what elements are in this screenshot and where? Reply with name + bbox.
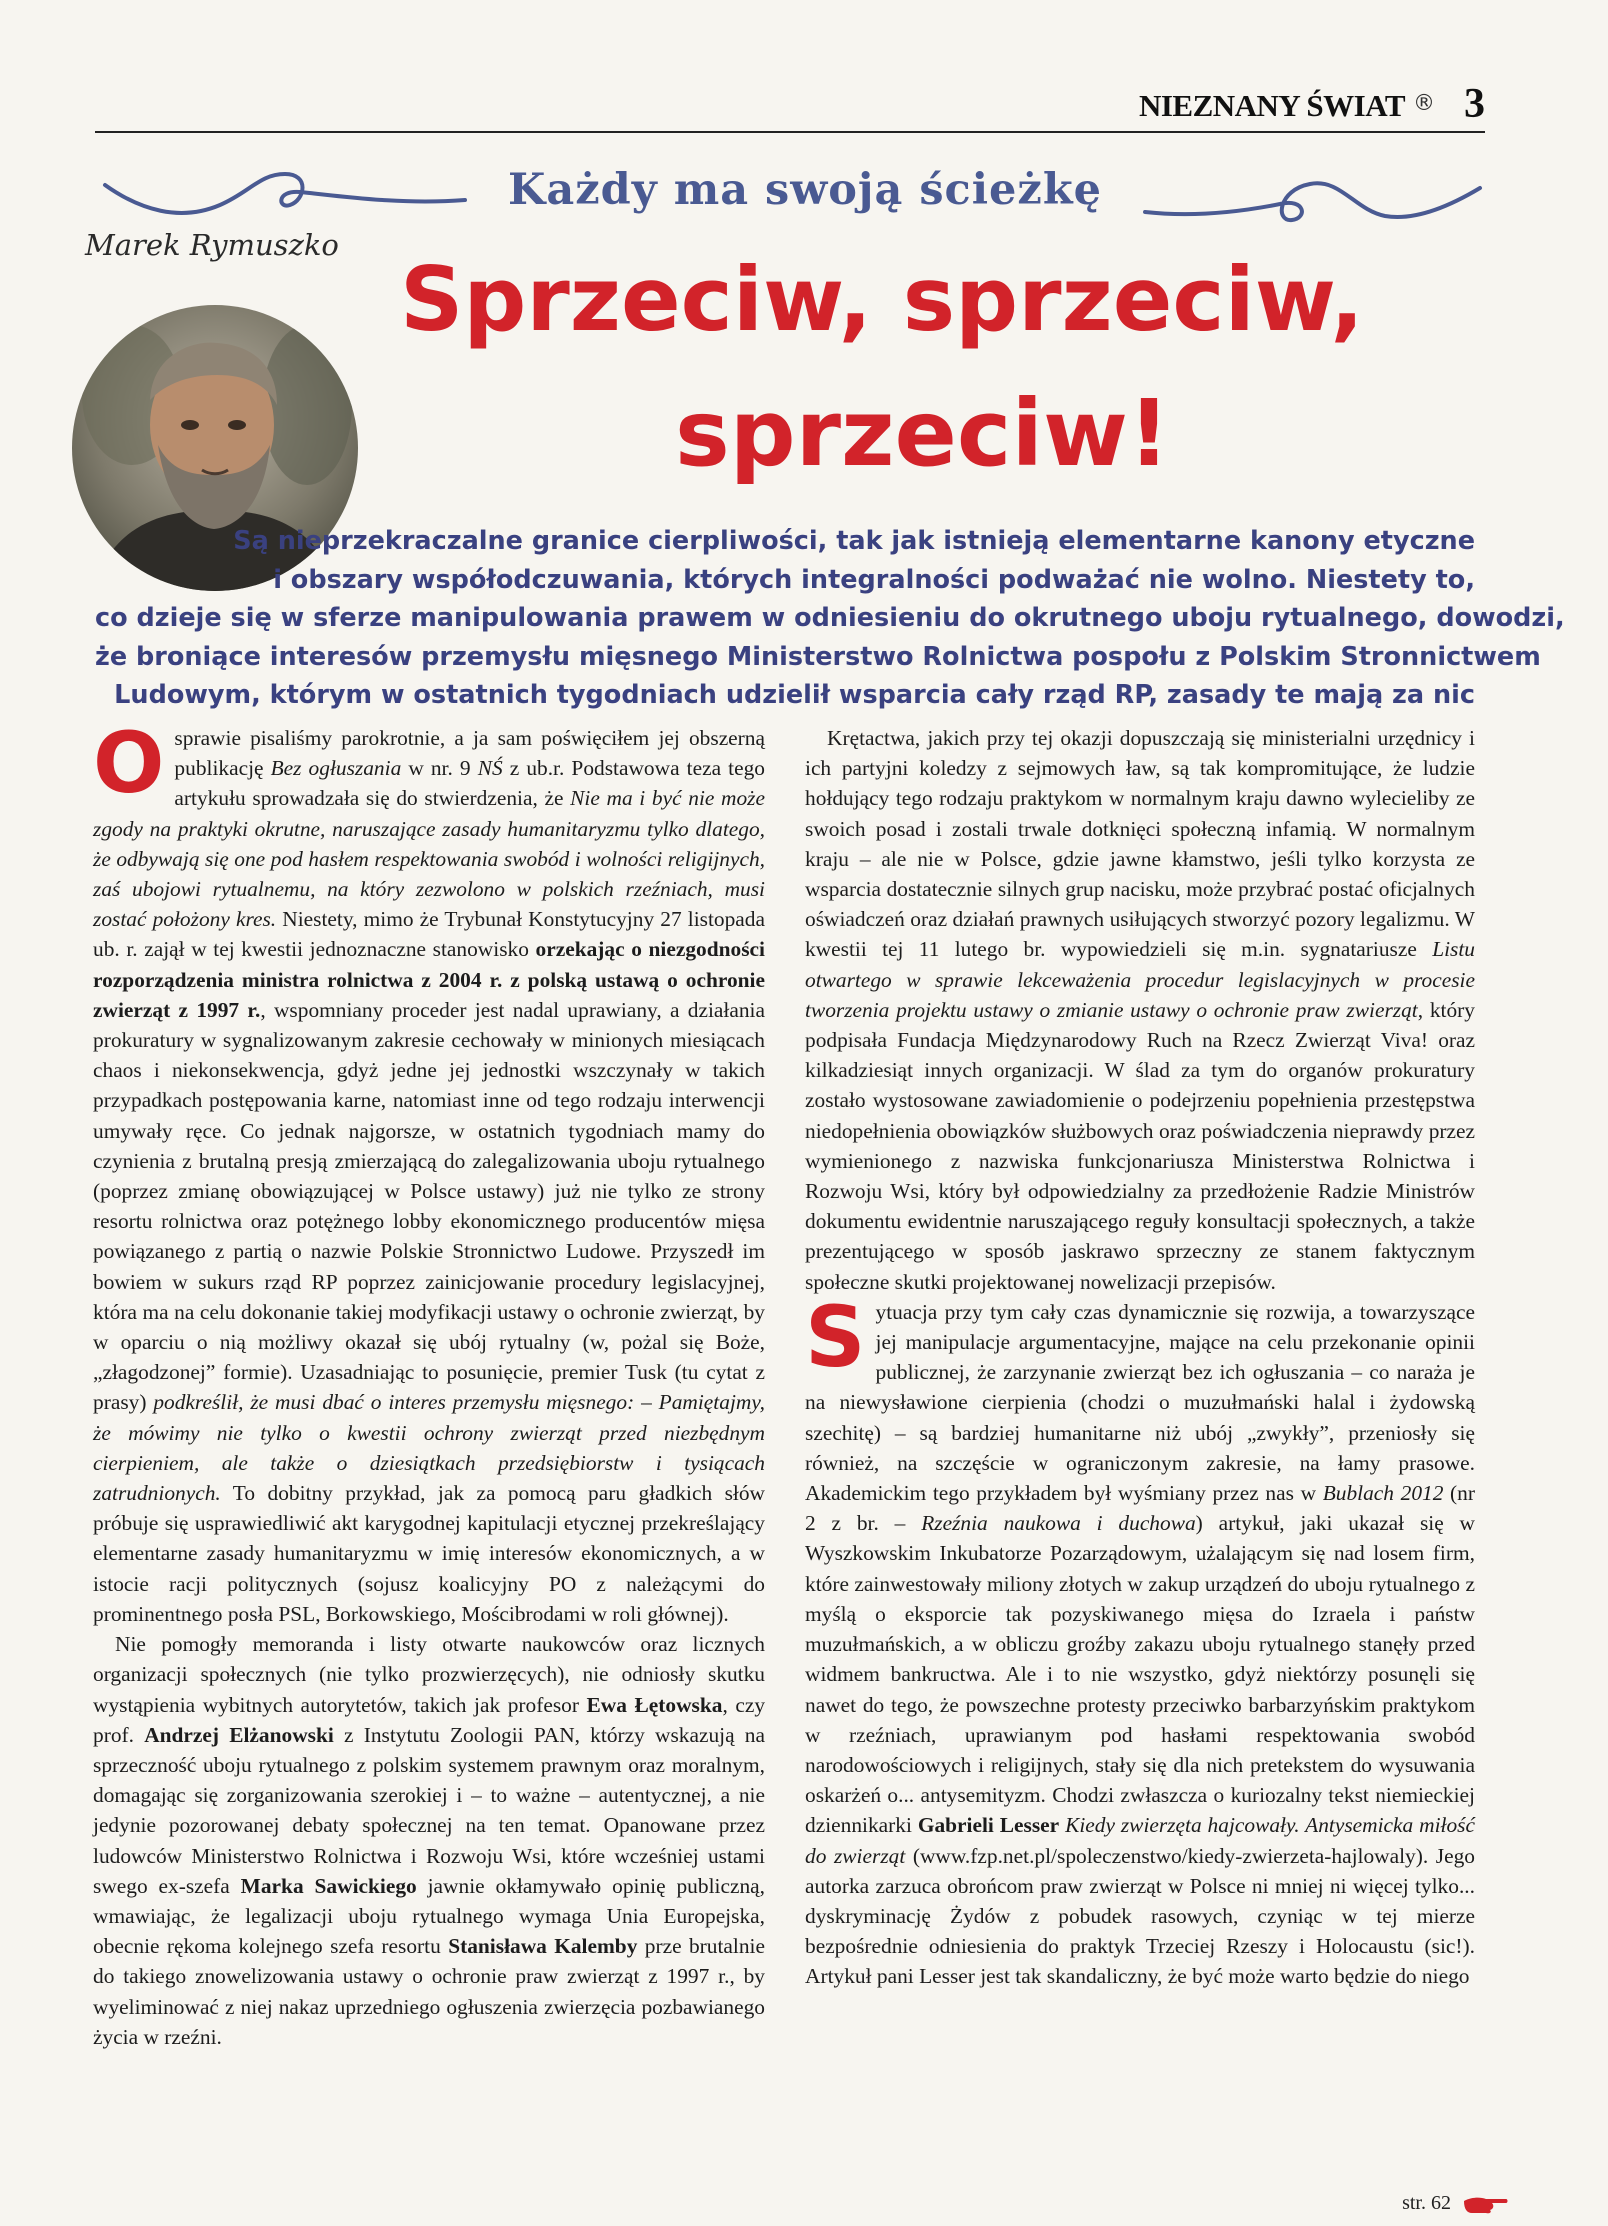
header-rule <box>95 131 1485 133</box>
body-paragraph: Krętactwa, jakich przy tej okazji dopuszczają się ministerialni urzędnicy i ich partyjni koledzy z sejmowych ław, są tak kompromitujące, że ludzie hołdujący tego rodzaju praktykom w normalnym kraju dawno wylecieliby ze swoich posad i zostali trwale dotknięci społeczną infamią. W normalnym kraju – ale nie w Polsce, gdzie jawne kłamstwo, jeśli tylko korzysta ze wsparcia dostatecznie silnych grup nacisku, może przybrać postać oficjalnych oświadczeń oraz działań prawnych usiłujących stworzyć pozory legalizmu. W kwestii tej 11 lutego br. wypowiedzieli się m.in. sygnatariusze Listu otwartego w sprawie lekceważenia procedur legislacyjnych w procesie tworzenia projektu ustawy o zmianie ustawy o ochronie praw zwierząt, który podpisała Fundacja Międzynarodowy Ruch na Rzecz Zwierząt Viva! oraz kilkadziesiąt innych organizacji. W ślad za tym do organów prokuratury zostało wystosowane zawiadomienie o podejrzeniu popełnienia przestępstwa niedopełnienia obowiązków służbowych oraz poświadczenia nieprawdy przez wymienionego z nazwiska funkcjonariusza Ministerstwa Rolnictwa i Rozwoju Wsi, który był odpowiedzialny za przedłożenie Radzie Ministrów dokumentu ewidentnie naruszającego reguły konsultacji społecznych, a także prezentującego w sposób jaskrawo sprzeczny ze stanem faktycznym społeczne skutki projektowanej nowelizacji przepisów. <box>805 726 1475 1294</box>
drop-cap: O <box>93 714 165 812</box>
body-paragraph: Sytuacja przy tym cały czas dynamicznie się rozwija, a towarzyszące jej manipulacje argumentacyjne, mające na celu przekonanie opinii publicznej, że zarzynanie zwierząt bez ich ogłuszania – co naraża je na niewysławione cierpienia (chodzi o muzułmański halal i żydowską szechitę) – są bardziej humanitarne niż ubój „zwykły”, przeniosły się również, na szczęście w ograniczonym zakresie, na łamy prasowe. Akademickim tego przykładem był wyśmiany przez nas w Bublach 2012 (nr 2 z br. – Rzeźnia naukowa i duchowa) artykuł, jaki ukazał się w Wyszkowskim Inkubatorze Pozarządowym, użalającym się nad losem firm, które zainwestowały miliony złotych w zakup urządzeń do uboju rytualnego z myślą o eksporcie tak pozyskiwanego mięsa do Izraela i państw muzułmańskich, a w obliczu groźby zakazu uboju rytualnego stanęły przed widmem bankructwa. Ale i to nie wszystko, gdyż niektórzy posunęli się nawet do tego, że powszechne protesty przeciwko barbarzyńskim praktykom w rzeźniach, uprawianym pod hasłami respektowania swobód narodowościowych i religijnych, stały się dla nich pretekstem do wysuwania oskarżeń o... antysemityzm. Chodzi zwłaszcza o kuriozalny tekst niemieckiej dziennikarki Gabrieli Lesser Kiedy zwierzęta hajcowały. Antysemicka miłość do zwierząt (www.fzp.net.pl/spoleczenstwo/kiedy-zwierzeta-hajlowaly). Jego autorka zarzuca obrońcom praw zwierząt w Polsce ni mniej ni więcej tylko... dyskryminację Żydów z pobudek rasowych, czyniąc w tej mierze bezpośrednie odniesienia do praktyk Trzeciej Rzeszy i Holocaustu (sic!). Artykuł pani Lesser jest tak skandaliczny, że być może warto będzie do niego <box>805 1287 1475 1989</box>
running-header <box>95 80 1485 128</box>
continuation-label: str. 62 <box>1402 2192 1451 2214</box>
author-signature: Marek Rymuszko <box>85 228 339 262</box>
lead-line: Są nieprzekraczalne granice cierpliwości, tak jak istnieją elementarne kanony etyczne <box>233 526 1475 556</box>
headline-line-1: Sprzeciw, sprzeciw, <box>400 248 1364 351</box>
page-number: 3 <box>1464 81 1485 127</box>
body-paragraph: Osprawie pisaliśmy parokrotnie, a ja sam poświęciłem jej obszerną publikację Bez ogłuszania w nr. 9 NŚ z ub.r. Podstawowa teza tego artykułu sprowadzała się do stwierdzenia, że Nie ma i być nie może zgody na praktyki okrutne, naruszające zasady humanitaryzmu tylko dlatego, że odbywają się one pod hasłem respektowania swobód i wolności religijnych, zaś ubojowi rytualnemu, na który zezwolono w polskich rzeźniach, musi zostać położony kres. Niestety, mimo że Trybunał Konstytucyjny 27 listopada ub. r. zajął w tej kwestii jednoznaczne stanowisko orzekając o niezgodności rozporządzenia ministra rolnictwa z 2004 r. z polską ustawą o ochronie zwierząt z 1997 r., wspomniany proceder jest nadal uprawiany, a działania prokuratury w sygnalizowanym zakresie cechowały w minionych miesiącach chaos i niekonsekwencja, gdyż jedne jej jednostki wszczynały w takich przypadkach postępowania karne, natomiast inne od tego rodzaju interwencji umywały ręce. Co jednak najgorsze, w ostatnich tygodniach mamy do czynienia z brutalną presją zmierzającą do zalegalizowania uboju rytualnego (poprzez zmianę obowiązującej w Polsce ustawy) już nie tylko ze strony resortu rolnictwa oraz potężnego lobby ekonomicznego producentów mięsa powiązanego z partią o nazwie Polskie Stronnictwo Ludowe. Przyszedł im bowiem w sukurs rząd RP poprzez zainicjowanie procedury legislacyjnej, która ma na celu dokonanie takiej modyfikacji ustawy o ochronie zwierząt, by w oparciu o nią możliwy okazał się ubój rytualny (w, pożal się Boże, „złagodzonej” formie). Uzasadniając to posunięcie, premier Tusk (tu cytat z prasy) podkreślił, że musi dbać o interes przemysłu mięsnego: – Pamiętajmy, że mówimy nie tylko o kwestii ochrony zwierząt przed niezbędnym cierpieniem, ale także o dziesiątkach przedsiębiorstw i tysiącach zatrudnionych. To dobitny przykład, jak za pomocą paru gładkich słów próbuje się usprawiedliwić akt karygodnej kapitulacji etycznej przekreślający elementarne zasady humanitaryzmu w imię interesów ekonomicznych, a w istocie racji politycznych (sojusz koalicyjny PO z należącymi do prominentnego posła PSL, Borkowskiego, Mościbrodami w roli głównej). <box>93 714 765 1626</box>
lead-line: i obszary współodczuwania, których integralności podważać nie wolno. Niestety to, <box>273 564 1475 595</box>
lead-line: Ludowym, którym w ostatnich tygodniach udzielił wsparcia cały rząd RP, zasady te mają za nic <box>114 680 1475 710</box>
registered-mark: ® <box>1413 91 1435 116</box>
magazine-name: NIEZNANY ŚWIAT <box>1138 88 1405 123</box>
body-paragraph: Nie pomogły memoranda i listy otwarte naukowców oraz licznych organizacji społecznych (nie tylko prozwierzęcych), nie odniosły skutku wystąpienia wybitnych autorytetów, takich jak profesor Ewa Łętowska, czy prof. Andrzej Elżanowski z Instytutu Zoologii PAN, którzy wskazują na sprzeczność uboju rytualnego z polskim systemem prawnym oraz moralnym, domagając się zorganizowania szerokiej i – to ważne – autentycznej, a nie jedynie pozorowanej debaty społecznej na ten temat. Opanowane przez ludowców Ministerstwo Rolnictwa i Rozwoju Wsi, które wcześniej ustami swego ex-szefa Marka Sawickiego jawnie okłamywało opinię publiczną, wmawiając, że legalizacji uboju rytualnego wymaga Unia Europejska, obecnie rękoma kolejnego szefa resortu Stanisława Kalemby prze brutalnie do takiego znowelizowania ustawy o ochronie praw zwierząt z 1997 r., by wyeliminować z niej nakaz uprzedniego ogłuszenia zwierzęcia pozbawianego życia w rzeźni. <box>93 1632 766 2049</box>
swirl-ornament-left <box>100 160 470 235</box>
article-column-right <box>805 723 1475 1992</box>
article-column-left <box>93 714 766 2052</box>
lead-line: co dzieje się w sferze manipulowania prawem w odniesieniu do okrutnego uboju rytualnego, dowodzi, <box>95 603 1565 633</box>
pointing-hand-icon <box>1462 2193 1508 2215</box>
lead-line: że broniące interesów przemysłu mięsnego Ministerstwo Rolnictwa pospołu z Polskim Stronnictwem <box>95 641 1541 672</box>
continuation-footer <box>1402 2192 1508 2215</box>
headline-line-2: sprzeciw! <box>675 380 1170 487</box>
drop-cap: S <box>805 1287 866 1386</box>
lead-paragraph <box>95 522 1565 715</box>
swirl-ornament-right <box>1140 170 1485 240</box>
section-title: Każdy ma swoją ścieżkę <box>508 165 1102 215</box>
